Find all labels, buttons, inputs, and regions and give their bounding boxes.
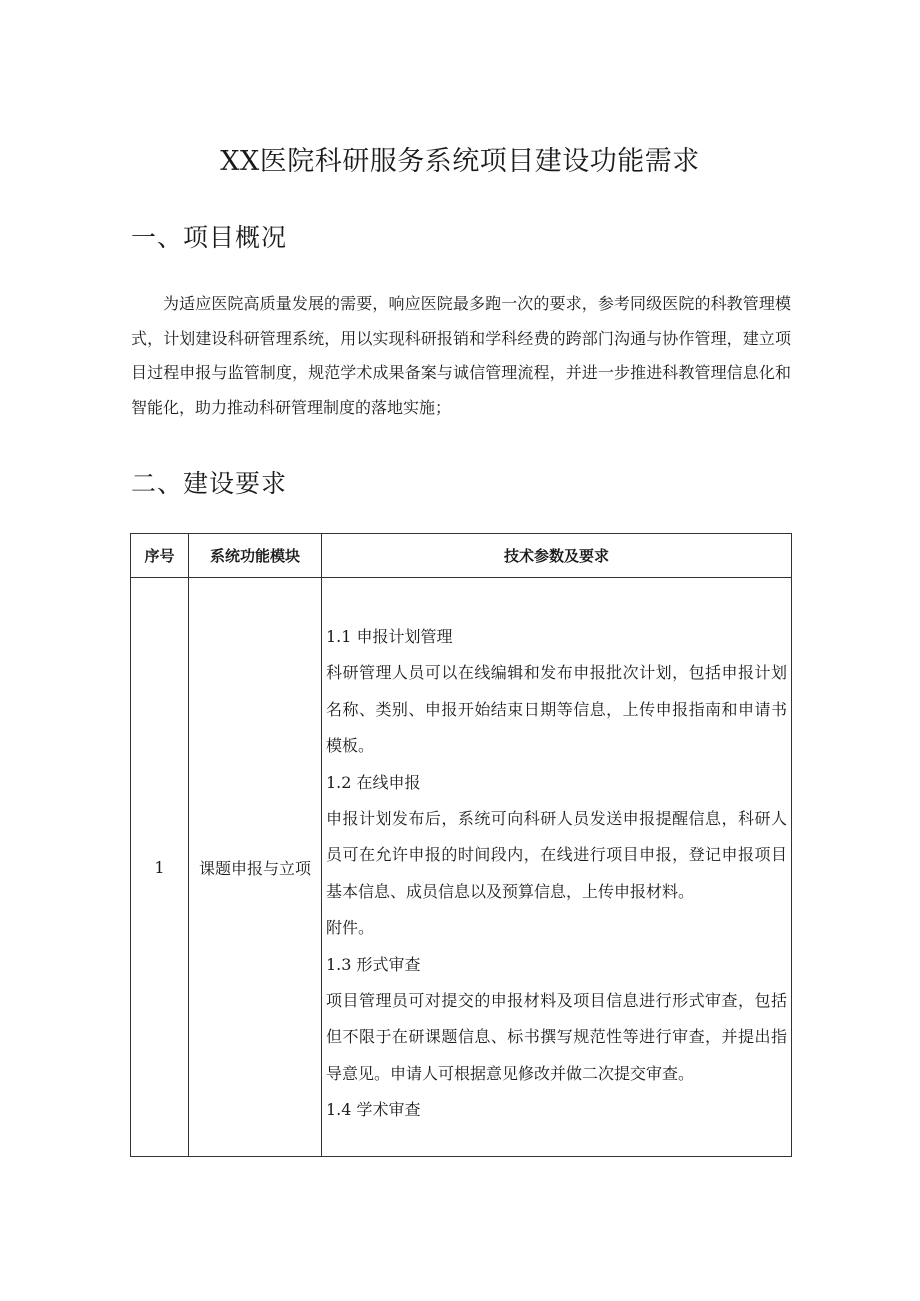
header-module: 系统功能模块 <box>189 534 322 578</box>
req-subheading: 1.3 形式审查 <box>326 954 421 974</box>
req-text: 项目管理员可对提交的申报材料及项目信息进行形式审查，包括但不限于在研课题信息、标书撰写规范性等进行审查，并提出指导意见。申请人可根据意见修改并做二次提交审查。 <box>326 991 787 1083</box>
row-requirements <box>322 578 792 1157</box>
table-header-row <box>131 534 792 578</box>
header-requirements: 技术参数及要求 <box>322 534 792 578</box>
document-title: XX医院科研服务系统项目建设功能需求 <box>220 146 700 177</box>
table-row <box>131 578 792 1157</box>
req-subheading: 1.1 申报计划管理 <box>326 627 453 646</box>
req-subheading: 1.2 在线申报 <box>326 772 421 792</box>
overview-paragraph: 为适应医院高质量发展的需要，响应医院最多跑一次的要求，参考同级医院的科教管理模式，计划建设科研管理系统，用以实现科研报销和学科经费的跨部门沟通与协作管理，建立项目过程申报与监管制度，规范学术成果备案与诚信管理流程，并进一步推进科教管理信息化和智能化，助力推动科研管理制度的落地实施； <box>131 294 791 417</box>
req-text: 申报计划发布后，系统可向科研人员发送申报提醒信息，科研人员可在允许申报的时间段内，在线进行项目申报，登记申报项目基本信息、成员信息以及预算信息，上传申报材料。 <box>326 809 787 901</box>
header-no: 序号 <box>131 534 189 578</box>
req-text: 科研管理人员可以在线编辑和发布申报批次计划，包括申报计划名称、类别、申报开始结束日期等信息，上传申报指南和申请书模板。 <box>326 663 787 756</box>
requirements-table <box>130 533 792 1157</box>
section-heading-overview: 一、项目概况 <box>131 223 288 252</box>
section-heading-requirements: 二、建设要求 <box>131 469 288 498</box>
row-module: 课题申报与立项 <box>189 578 322 1157</box>
row-number: 1 <box>131 578 189 1157</box>
req-subheading: 1.4 学术审查 <box>326 1100 421 1120</box>
req-text: 附件。 <box>326 918 375 938</box>
